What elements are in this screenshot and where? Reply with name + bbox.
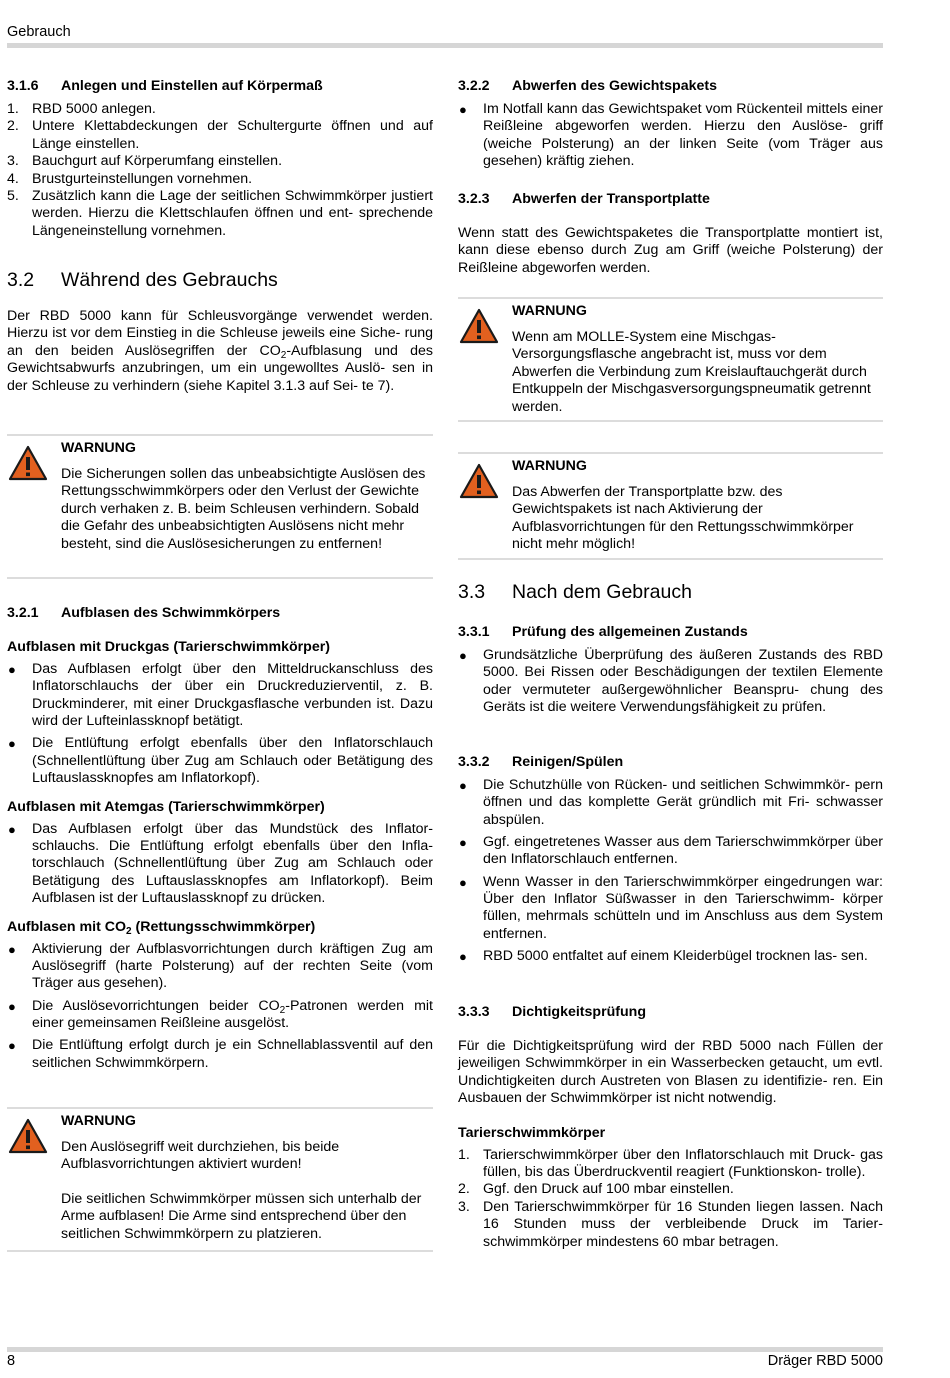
- section-heading: 3.2.1 Aufblasen des Schwimmkörpers: [7, 605, 281, 621]
- section-3-2-3: [458, 191, 883, 277]
- subheading: Aufblasen mit Atemgas (Tarierschwimmkörper): [7, 798, 325, 815]
- section-heading: 3.2.2 Abwerfen des Gewichtspakets: [458, 78, 717, 94]
- paragraph: Wenn statt des Gewichtspaketes die Transportplatte montiert ist, kann diese ebenso durch Zug am Griff (weiche Polsterung) der Reißleine abgeworfen werden.: [458, 225, 883, 276]
- list-item: ● Grundsätzliche Überprüfung des äußeren Zustands des RBD 5000. Bei Rissen oder Beschädigungen der textilen Elemente oder vermuteter außergewöhnlicher Beanspru- chung des Geräts ist die weitere Verwendungsfähigkeit zu prüfen.: [459, 647, 883, 716]
- list-item: 3. Bauchgurt auf Körperumfang einstellen.: [7, 153, 283, 170]
- warning-title: WARNUNG: [61, 440, 136, 456]
- warning-text: Das Abwerfen der Transportplatte bzw. des Gewichtspakets ist nach Aktivierung der Aufblasvorrichtungen für den Rettungsschwimmkörper nicht mehr möglich!: [512, 484, 854, 553]
- warning-triangle-icon: [8, 1118, 48, 1154]
- list-item: 2. Ggf. den Druck auf 100 mbar einstellen.: [458, 1181, 734, 1198]
- list-item: ● Die Entlüftung erfolgt durch je ein Schnellablassventil auf den seitlichen Schwimmkörpern.: [8, 1037, 433, 1071]
- paragraph: Für die Dichtigkeitsprüfung wird der RBD 5000 nach Füllen der jeweiligen Schwimmkörper in ein Wasserbecken getaucht, um evtl. Undichtigkeiten durch Austreten von Blasen zu identifizie- ren. Ein Ausbauen der Schwimmkörper ist nicht notwendig.: [458, 1038, 883, 1107]
- section-3-2-1: [7, 605, 433, 1077]
- section-heading: 3.3.1 Prüfung des allgemeinen Zustands: [458, 624, 748, 640]
- warning-title: WARNUNG: [512, 458, 587, 474]
- warning-triangle-icon: [459, 463, 499, 499]
- section-heading: 3.2.3 Abwerfen der Transportplatte: [458, 191, 710, 207]
- section-3-2-2: [458, 78, 883, 175]
- warning-title: WARNUNG: [61, 1113, 136, 1129]
- list-item: ● RBD 5000 entfaltet auf einem Kleiderbügel trocknen las- sen.: [459, 948, 868, 965]
- paragraph: Der RBD 5000 kann für Schleusvorgänge verwendet werden. Hierzu ist vor dem Einstieg in die Schleuse jeweils eine Siche- rung an den beiden Auslösegriffen der $CO_2$-Aufblasung und des Gewichtsabwurfs anzubringen, um ein ungewolltes Auslö- sen in der Schleuse zu verhindern (siehe Kapitel 3.1.3 auf Sei- te 7).: [7, 308, 433, 394]
- subheading: Aufblasen mit $CO_2$ (Rettungsschwimmkörper): [7, 918, 316, 937]
- warning-triangle-icon: [8, 445, 48, 481]
- list-item: 4. Brustgurteinstellungen vornehmen.: [7, 170, 253, 187]
- subheading: Tarierschwimmkörper: [458, 1124, 606, 1141]
- list-item: ● Das Aufblasen erfolgt über den Mitteldruckanschluss des Inflatorschlauchs der über ein Druckreduzierventil, z. B. Druckminderer, mit einer Druckgasflasche verbunden ist. Dazu wird der Lufteinlassknopf betätigt.: [8, 661, 433, 730]
- header-rule: [7, 43, 883, 48]
- section-3-3-3: [458, 1004, 883, 1251]
- page-number: 8: [7, 1353, 16, 1369]
- bullet-list: [458, 777, 883, 965]
- section-heading: 3.1.6 Anlegen und Einstellen auf Körpermaß: [7, 78, 323, 94]
- warning-text: Die Sicherungen sollen das unbeabsichtigte Auslösen des Rettungsschwimmkörpers oder den Verlust der Gewichte durch verhaken z. B. beim Schleusen verhindern. Sobald die Gefahr des unbeabsichtigten Auslösens nicht mehr besteht, sind die Auslösesicherungen zu entfernen!: [61, 466, 426, 552]
- section-heading: 3.2 Während des Gebrauchs: [7, 269, 278, 291]
- warning-text: Den Auslösegriff weit durchziehen, bis beide Aufblasvorrichtungen aktiviert wurden!: [61, 1139, 340, 1173]
- list-item: ● Ggf. eingetretenes Wasser aus dem Tarierschwimmkörper über den Inflatorschlauch entfernen.: [459, 834, 883, 868]
- bullet-list: [7, 821, 433, 908]
- list-item: ● Die Auslösevorrichtungen beider $CO_2$-Patronen werden mit einer gemeinsamen Reißleine ausgelöst.: [8, 997, 433, 1032]
- footer-product: Dräger RBD 5000: [767, 1353, 883, 1369]
- steps-list: [7, 101, 433, 240]
- warning-box: [458, 452, 883, 560]
- running-header: Gebrauch: [7, 24, 71, 40]
- subheading: Aufblasen mit Druckgas (Tarierschwimmkörper): [7, 639, 330, 655]
- list-item: ● Im Notfall kann das Gewichtspaket vom Rückenteil mittels einer Reißleine abgeworfen werden. Hierzu den Auslöse- griff (weiche Polsterung) an der linken Seite (vom Träger aus gesehen) kräftig ziehen.: [459, 101, 883, 170]
- section-heading: 3.3 Nach dem Gebrauch: [458, 581, 692, 603]
- bullet-list: [7, 941, 433, 1072]
- warning-box: [7, 434, 433, 579]
- section-3-2: [7, 269, 433, 395]
- list-item: ● Wenn Wasser in den Tarierschwimmkörper eingedrungen war: Über den Inflator Süßwasser in den Tarierschwimm- körper füllen, mehrmals schütteln und im Anschluss aus dem System entfernen.: [459, 873, 883, 942]
- warning-box: [458, 297, 883, 422]
- list-item: ● Die Schutzhülle von Rücken- und seitlichen Schwimmkör- pern öffnen und das komplette Gerät gründlich mit Fri- schwasser abspülen.: [459, 777, 883, 828]
- section-3-3-1: [458, 624, 883, 721]
- list-item: ● Die Entlüftung erfolgt ebenfalls über den Inflatorschlauch (Schnellentlüftung über Zug am Schlauch oder Betätigung des Luftauslassknopfes am Inflatorkopf).: [8, 735, 433, 787]
- list-item: 1. RBD 5000 anlegen.: [7, 101, 156, 117]
- section-heading: 3.3.2 Reinigen/Spülen: [458, 754, 624, 770]
- footer-rule: [7, 1347, 883, 1352]
- warning-text: Die seitlichen Schwimmkörper müssen sich unterhalb der Arme aufblasen! Die Arme sind entsprechend über den seitlichen Schwimmkörpern zu platzieren.: [61, 1191, 422, 1242]
- bullet-list: [7, 661, 433, 788]
- warning-title: WARNUNG: [512, 303, 587, 319]
- warning-box: [7, 1107, 433, 1252]
- section-3-3-2: [458, 754, 883, 970]
- bullet-list: [458, 101, 883, 171]
- list-item: 5. Zusätzlich kann die Lage der seitlichen Schwimmkörper justiert werden. Hierzu die Klettschlaufen öffnen und ent- sprechende Längeneinstellung vornehmen.: [7, 188, 433, 239]
- section-3-3: [458, 581, 883, 603]
- steps-list: [458, 1147, 883, 1251]
- list-item: ● Das Aufblasen erfolgt über das Mundstück des Inflator- schlauchs. Die Entlüftung erfolgt ebenfalls über den Infla- torschlauch (Schnellentlüftung über Zug am Schlauch oder Betätigung des Luftauslassknopfes am Inflatorkopf). Beim Aufblasen ist der Luftauslassknopf zu drücken.: [8, 820, 433, 907]
- list-item: ● Aktivierung der Aufblasvorrichtungen durch kräftigen Zug am Auslösegriff (harte Polsterung) auf der rechten Seite (vom Träger aus gesehen).: [8, 940, 433, 992]
- list-item: 2. Untere Klettabdeckungen der Schultergurte öffnen und auf Länge einstellen.: [7, 118, 433, 152]
- section-3-1-6: [7, 78, 433, 240]
- warning-triangle-icon: [459, 308, 499, 344]
- warning-text: Wenn am MOLLE-System eine Mischgas- Versorgungsflasche angebracht ist, muss vor dem Abwerfen die Verbindung zum Kreislauftauchgerät durch Entkuppeln der Mischgasversorgungspneumatik getrennt werden.: [512, 329, 871, 415]
- bullet-list: [458, 647, 883, 717]
- section-heading: 3.3.3 Dichtigkeitsprüfung: [458, 1004, 646, 1020]
- list-item: 1. Tarierschwimmkörper über den Inflatorschlauch mit Druck- gas füllen, bis das Überdruckventil reagiert (Funktionskon- trolle).: [458, 1146, 883, 1181]
- list-item: 3. Den Tarierschwimmkörper für 16 Stunden liegen lassen. Nach 16 Stunden muss der verbleibende Druck im Tarier- schwimmkörper mindestens 60 mbar betragen.: [458, 1198, 883, 1250]
